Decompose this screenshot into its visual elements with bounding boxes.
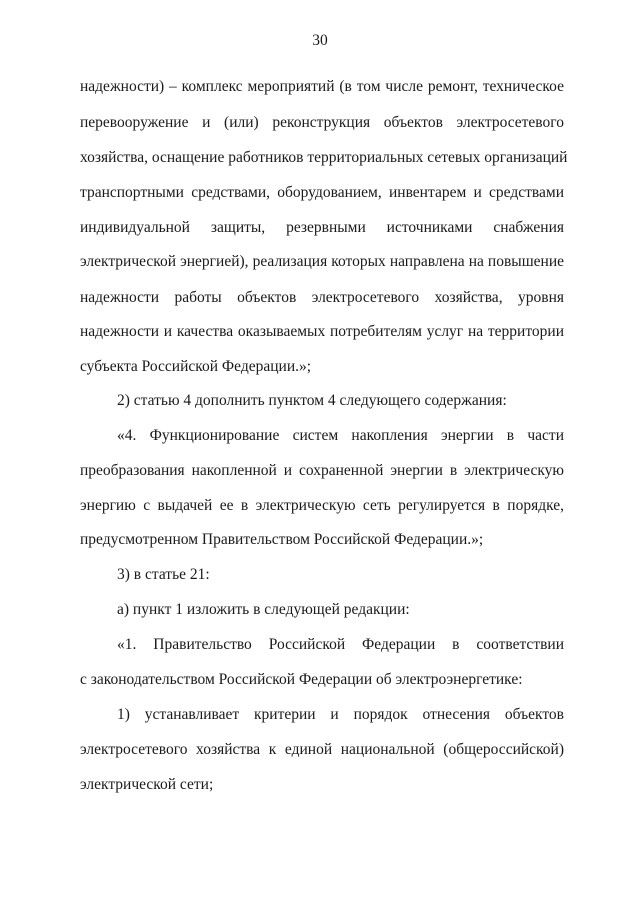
page-number: 30 (312, 32, 328, 49)
text-line: надежности работы объектов электросетевого хозяйства, уровня (80, 289, 564, 306)
text-line: «1. Правительство Российской Федерации в соответствии (117, 636, 564, 653)
text-line: электросетевого хозяйства к единой национальной (общероссийской) (80, 741, 564, 758)
text-line: электрической сети; (80, 776, 214, 793)
text-line: хозяйства, оснащение работников территориальных сетевых организаций (80, 149, 568, 166)
text-line: преобразования накопленной и сохраненной энергии в электрическую (80, 462, 564, 479)
text-line: 2) статью 4 дополнить пунктом 4 следующего содержания: (117, 392, 507, 409)
text-line: надежности и качества оказываемых потребителям услуг на территории (80, 323, 564, 340)
text-line: а) пункт 1 изложить в следующей редакции: (117, 601, 410, 618)
text-line: 1) устанавливает критерии и порядок отнесения объектов (117, 706, 564, 723)
text-line: субъекта Российской Федерации.»; (80, 358, 312, 375)
text-line: надежности) – комплекс мероприятий (в том числе ремонт, техническое (80, 78, 564, 95)
text-line: 3) в статье 21: (117, 566, 210, 583)
text-line: транспортными средствами, оборудованием, инвентарем и средствами (80, 184, 564, 201)
text-line: предусмотренном Правительством Российской Федерации.»; (80, 531, 484, 548)
text-line: перевооружение и (или) реконструкция объектов электросетевого (80, 114, 564, 131)
text-line: с законодательством Российской Федерации об электроэнергетике: (80, 671, 523, 688)
text-line: энергию с выдачей ее в электрическую сеть регулируется в порядке, (80, 497, 564, 514)
text-line: «4. Функционирование систем накопления энергии в части (117, 427, 564, 444)
text-line: индивидуальной защиты, резервными источниками снабжения (80, 219, 564, 236)
text-line: электрической энергией), реализация которых направлена на повышение (80, 253, 564, 270)
